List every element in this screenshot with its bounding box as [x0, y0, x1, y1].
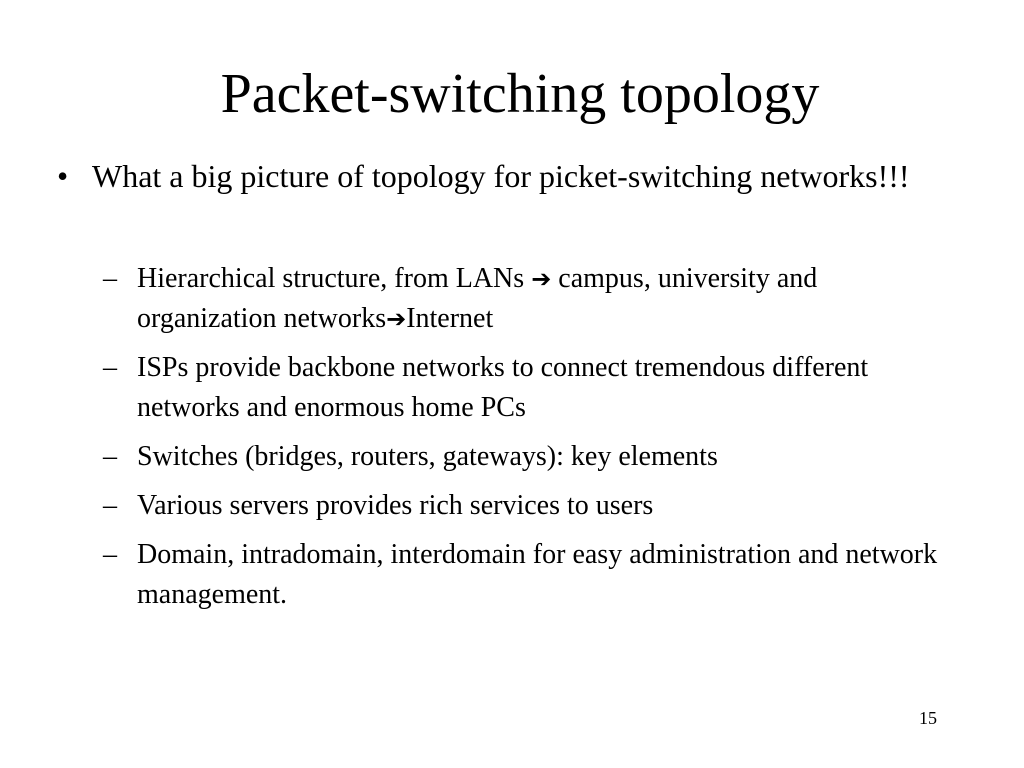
- arrow-right-icon: ➔: [386, 305, 407, 333]
- dash-marker: –: [103, 263, 117, 294]
- sub-bullet-text-part: Internet: [406, 303, 494, 334]
- dash-marker: –: [103, 441, 117, 472]
- bullet-marker: •: [57, 158, 69, 194]
- slide-title: Packet-switching topology: [220, 63, 820, 125]
- dash-marker: –: [103, 539, 117, 570]
- bullet-item: [57, 156, 957, 197]
- sub-bullet-item: [103, 348, 963, 428]
- sub-bullet-item: [103, 437, 963, 477]
- arrow-right-icon: ➔: [531, 265, 552, 293]
- sub-bullet-item: [103, 535, 963, 615]
- sub-bullet-text: ISPs provide backbone networks to connect tremendous different networks and enormous home PCs: [137, 352, 869, 423]
- dash-marker: –: [103, 490, 117, 521]
- sub-bullet-list: [103, 259, 963, 624]
- dash-marker: –: [103, 352, 117, 383]
- sub-bullet-text-part: campus, university and organization networks: [137, 263, 818, 334]
- sub-bullet-text: Domain, intradomain, interdomain for easy administration and network management.: [137, 539, 938, 610]
- page-number: 15: [919, 708, 937, 728]
- sub-bullet-text-part: Hierarchical structure, from LANs: [137, 263, 532, 294]
- sub-bullet-text: Various servers provides rich services to users: [137, 490, 654, 521]
- bullet-text: What a big picture of topology for picket-switching networks!!!: [92, 158, 910, 194]
- sub-bullet-item: [103, 486, 963, 526]
- sub-bullet-item: [103, 259, 963, 339]
- sub-bullet-text: Switches (bridges, routers, gateways): key elements: [137, 441, 718, 472]
